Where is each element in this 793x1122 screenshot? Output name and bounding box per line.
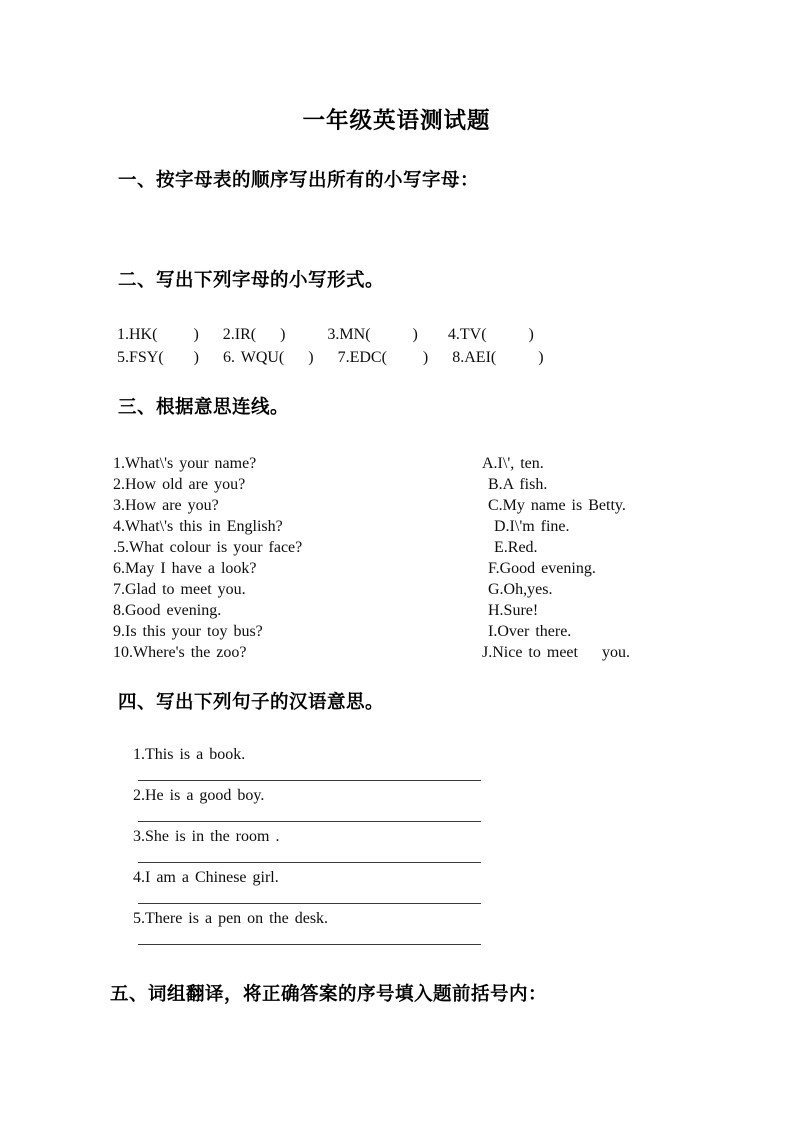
match-answer: E.Red. (482, 539, 538, 556)
match-answer: J.Nice to meet you. (482, 644, 630, 661)
match-question: 10.Where's the zoo? (113, 644, 247, 661)
match-question: 7.Glad to meet you. (113, 581, 246, 598)
match-question: 3.How are you? (113, 497, 219, 514)
page-title: 一年级英语测试题 (302, 108, 491, 133)
match-question: 6.May I have a look? (113, 560, 257, 577)
match-question: 4.What\'s this in English? (113, 518, 283, 535)
match-answer: B.A fish. (482, 476, 548, 493)
answer-blank-line (138, 780, 481, 781)
answer-blank-line (138, 944, 481, 945)
match-question: 2.How old are you? (113, 476, 246, 493)
sentence-item: 3.She is in the room . (133, 828, 280, 845)
match-question: 9.Is this your toy bus? (113, 623, 263, 640)
match-answer: D.I\'m fine. (482, 518, 570, 535)
section-three-heading: 三、根据意思连线。 (118, 396, 290, 417)
sentence-item: 1.This is a book. (133, 746, 246, 763)
match-answer: A.I\', ten. (482, 455, 544, 472)
answer-blank-line (138, 903, 481, 904)
match-question: 8.Good evening. (113, 602, 222, 619)
section-one-heading: 一、按字母表的顺序写出所有的小写字母： (118, 169, 480, 190)
letters-line-2: 5.FSY( ) 6. WQU( ) 7.EDC( ) 8.AEI( ) (117, 349, 544, 366)
match-answer: F.Good evening. (482, 560, 596, 577)
match-question: 1.What\'s your name? (113, 455, 257, 472)
answer-blank-line (138, 862, 481, 863)
match-answer: G.Oh,yes. (482, 581, 553, 598)
section-five-heading: 五、词组翻译，将正确答案的序号填入题前括号内： (110, 983, 548, 1004)
sentence-item: 2.He is a good boy. (133, 787, 265, 804)
letters-line-1: 1.HK( ) 2.IR( ) 3.MN( ) 4.TV( ) (117, 326, 534, 343)
match-question: .5.What colour is your face? (113, 539, 303, 556)
match-answer: I.Over there. (482, 623, 572, 640)
sentence-item: 5.There is a pen on the desk. (133, 910, 329, 927)
match-answer: C.My name is Betty. (482, 497, 626, 514)
answer-blank-line (138, 821, 481, 822)
section-four-heading: 四、写出下列句子的汉语意思。 (118, 691, 385, 712)
match-answer: H.Sure! (482, 602, 539, 619)
section-two-heading: 二、写出下列字母的小写形式。 (118, 269, 385, 290)
sentence-item: 4.I am a Chinese girl. (133, 869, 279, 886)
